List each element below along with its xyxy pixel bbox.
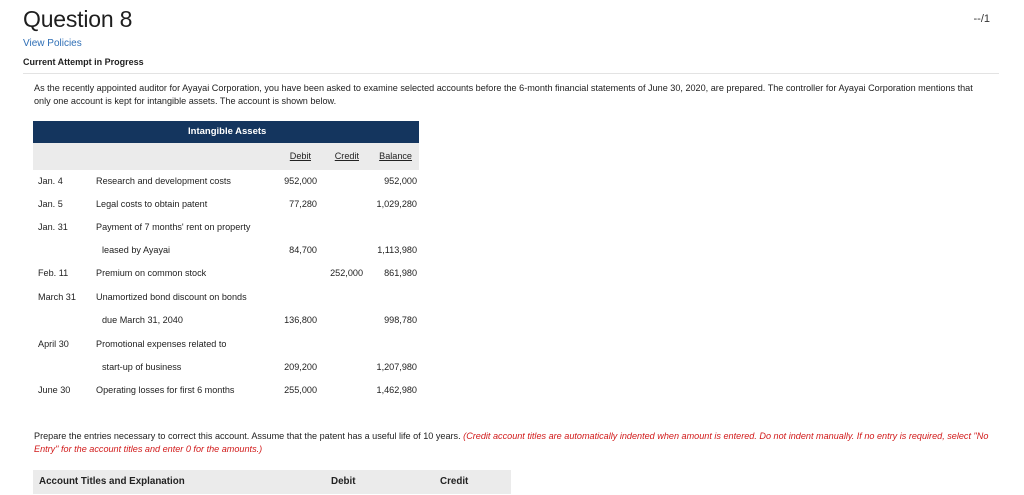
view-policies-link[interactable]: View Policies <box>23 38 82 49</box>
row-debit: 255,000 <box>284 385 317 395</box>
instructions-note: (Credit account titles are automatically indented when amount is entered. Do not indent manually. If no entry is required, select "No Entry" for the account titles and enter 0 for the amounts.) <box>34 431 989 454</box>
header-divider <box>23 73 999 74</box>
question-intro: As the recently appointed auditor for Ayayai Corporation, you have been asked to examine selected accounts before the 6-month financial statements of June 30, 2020, are prepared. The controller for Ayayai Corporation mentions that only one account is kept for intangible assets. The account is shown below. <box>34 83 973 106</box>
question-score: --/1 <box>973 13 990 25</box>
table-row <box>33 360 419 374</box>
row-balance: 1,029,280 <box>376 199 417 209</box>
row-balance: 861,980 <box>384 268 417 278</box>
row-description: Unamortized bond discount on bonds <box>96 292 247 302</box>
row-date: Jan. 4 <box>38 176 63 186</box>
table-row <box>33 197 419 211</box>
row-balance: 1,207,980 <box>376 362 417 372</box>
column-debit: Debit <box>289 151 311 161</box>
row-description: due March 31, 2040 <box>102 315 183 325</box>
row-debit: 77,280 <box>289 199 317 209</box>
table-row <box>33 290 419 304</box>
intangible-assets-title: Intangible Assets <box>33 121 419 143</box>
row-debit: 84,700 <box>289 245 317 255</box>
instructions <box>34 430 994 456</box>
row-balance: 1,462,980 <box>376 385 417 395</box>
table-row <box>33 220 419 234</box>
row-description: start-up of business <box>102 362 182 372</box>
row-description: Research and development costs <box>96 176 231 186</box>
row-description: Premium on common stock <box>96 268 207 278</box>
column-credit: Credit <box>334 151 359 161</box>
row-balance: 1,113,980 <box>377 245 417 255</box>
row-date: March 31 <box>38 292 76 302</box>
column-entry-debit: Debit <box>331 476 356 487</box>
row-description: Operating losses for first 6 months <box>96 385 235 395</box>
row-debit: 136,800 <box>284 315 317 325</box>
column-balance: Balance <box>379 151 412 161</box>
table-row <box>33 337 419 351</box>
table-row <box>33 243 419 257</box>
row-debit: 209,200 <box>284 362 317 372</box>
table-row <box>33 383 419 397</box>
row-date: Jan. 31 <box>38 222 68 232</box>
row-balance: 998,780 <box>384 315 417 325</box>
attempt-status: Current Attempt in Progress <box>23 57 144 67</box>
row-description: Payment of 7 months' rent on property <box>96 222 251 232</box>
column-account-titles: Account Titles and Explanation <box>39 476 185 487</box>
row-description: leased by Ayayai <box>102 245 171 255</box>
row-balance: 952,000 <box>384 176 417 186</box>
row-date: June 30 <box>38 385 71 395</box>
row-date: April 30 <box>38 339 69 349</box>
intangible-assets-table <box>33 121 419 395</box>
row-debit: 952,000 <box>284 176 317 186</box>
table-row <box>33 313 419 327</box>
instructions-main: Prepare the entries necessary to correct this account. Assume that the patent has a useful life of 10 years. <box>34 431 461 441</box>
row-credit: 252,000 <box>330 268 363 278</box>
question-title: Question 8 <box>23 6 133 32</box>
journal-entries-header <box>33 470 511 494</box>
table-row <box>33 174 419 188</box>
intangible-assets-column-header <box>33 143 419 170</box>
column-entry-credit: Credit <box>440 476 469 487</box>
row-date: Feb. 11 <box>38 268 69 278</box>
table-row <box>33 266 419 280</box>
row-date: Jan. 5 <box>38 199 63 209</box>
row-description: Legal costs to obtain patent <box>96 199 208 209</box>
row-description: Promotional expenses related to <box>96 339 227 349</box>
